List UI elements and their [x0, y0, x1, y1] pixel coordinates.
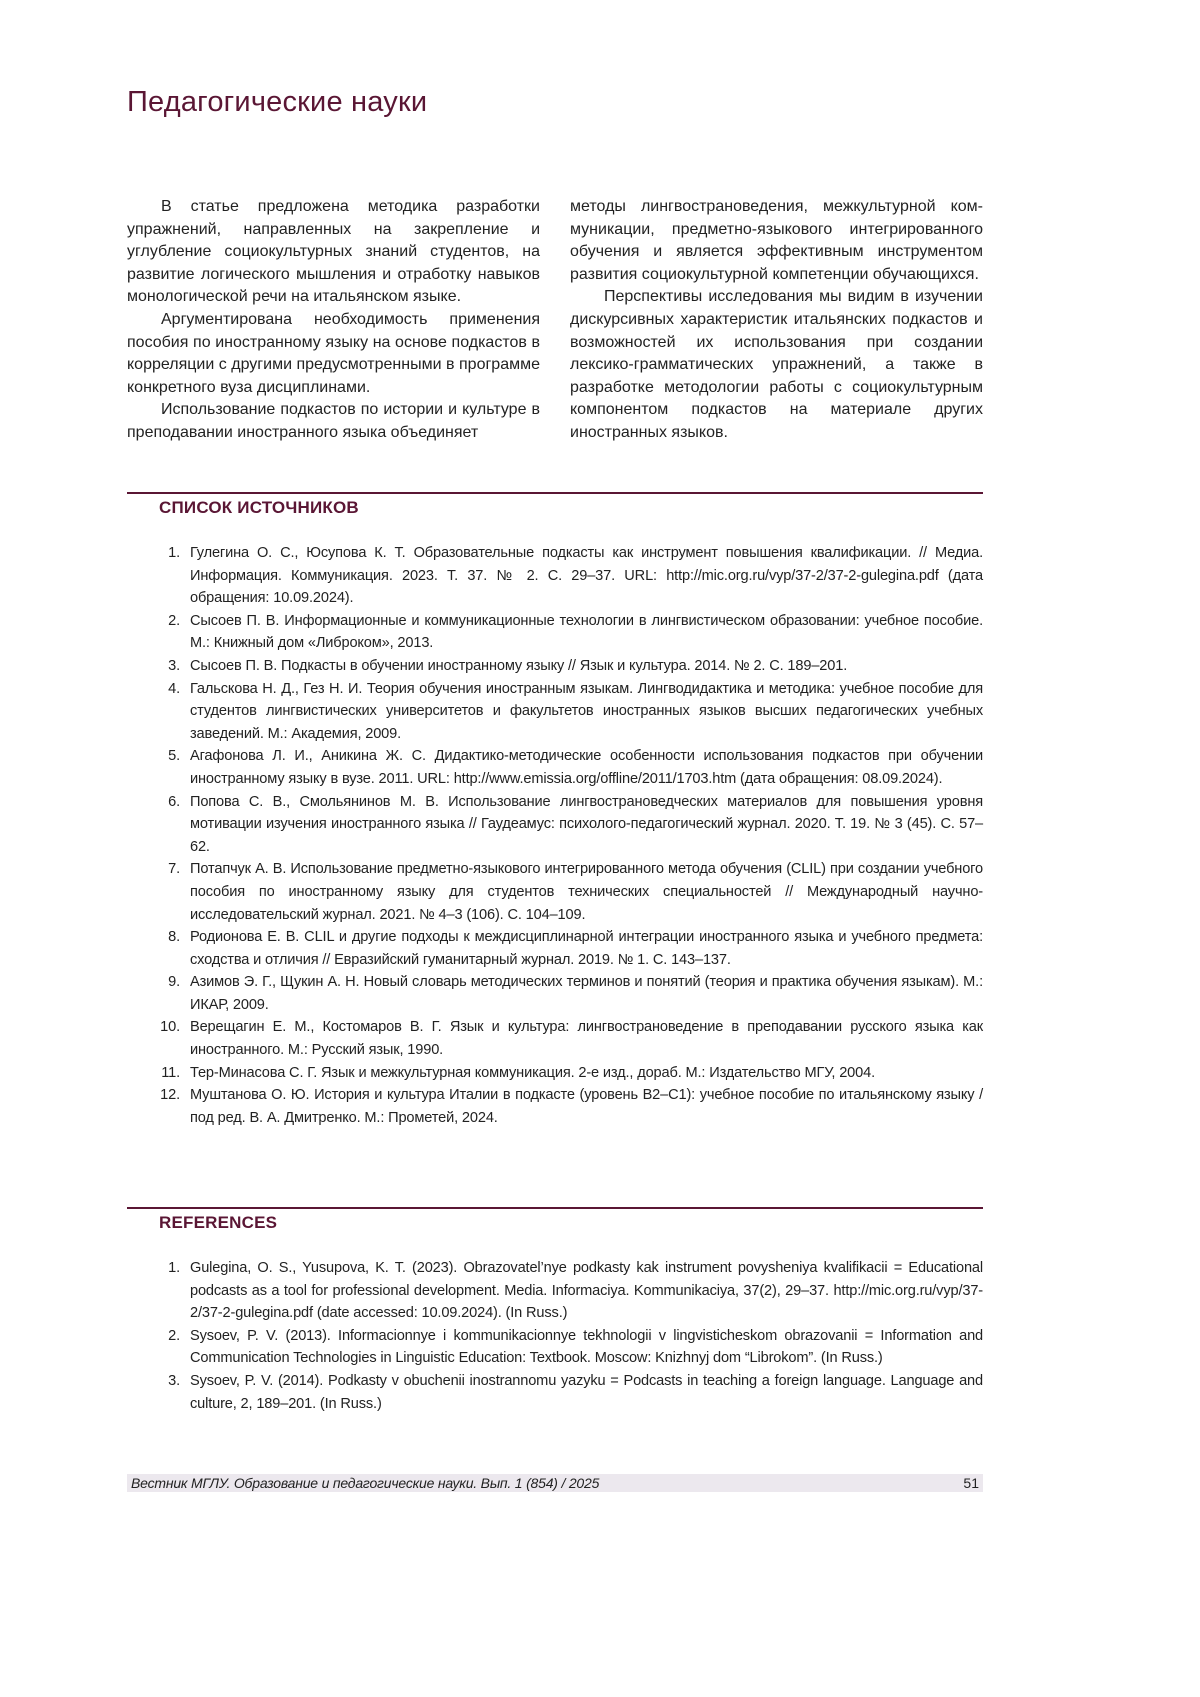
reference-item	[127, 1257, 983, 1325]
reference-number: 9.	[127, 971, 180, 994]
reference-number: 12.	[127, 1084, 180, 1107]
reference-text: Сысоев П. В. Подкасты в обучении иностранному языку // Язык и культура. 2014. № 2. С. 189–201.	[190, 658, 847, 674]
page-number: 51	[963, 1474, 979, 1492]
divider	[127, 1207, 983, 1209]
reference-item	[127, 791, 983, 859]
page-footer	[127, 1474, 983, 1492]
reference-item	[127, 1084, 983, 1129]
paragraph: Перспективы исследования мы видим в изу­чении дискурсивных характеристик итальянских подкастов и возможностей их использования при создании лексико-грамматических упражнений, а также в разработке методологии работы с социо­культурным компонентом подкастов на материале других иностранных языков.	[570, 286, 983, 444]
paragraph: методы лингвострановедения, межкультурной ком­муникации, предметно-языкового интегрирован­ного обучения и является эффективным инстру­ментом развития социокультурной компетенции обучающихся.	[570, 196, 983, 286]
reference-number: 10.	[127, 1016, 180, 1039]
reference-number: 1.	[127, 1257, 180, 1280]
reference-text: Gulegina, O. S., Yusupova, K. T. (2023). Obrazovatel’nye podkasty kak instrument povysheniya kvalifikacii = Educa­tional podcasts as a tool for professional development. Media. Informaciya. Kommunikaciya, 37(2), 29–37. http://mic.org.ru/vyp/37-2/37-2-gulegina.pdf (date accessed: 10.09.2024). (In Russ.)	[190, 1260, 983, 1321]
reference-number: 1.	[127, 542, 180, 565]
reference-text: Агафонова Л. И., Аникина Ж. С. Дидактико-методические особенности использования подкастов при обуче­нии иностранному языку в вузе. 2011. URL: http://www.emissia.org/offline/2011/1703.htm (дата обращения: 08.09.2024).	[190, 748, 983, 787]
reference-item	[127, 1325, 983, 1370]
reference-number: 2.	[127, 610, 180, 633]
reference-item	[127, 1062, 983, 1085]
reference-item	[127, 858, 983, 926]
reference-text: Тер-Минасова С. Г. Язык и межкультурная коммуникация. 2-е изд., дораб. М.: Издательство МГУ, 2004.	[190, 1065, 875, 1081]
reference-text: Муштанова О. Ю. История и культура Италии в подкасте (уровень B2–C1): учебное пособие по итальянскому языку / под ред. В. А. Дмитренко. М.: Прометей, 2024.	[190, 1087, 983, 1126]
sources-list	[127, 542, 983, 1129]
reference-text: Потапчук А. В. Использование предметно-языкового интегрированного метода обучения (CLIL) при созда­нии учебного пособия по иностранному языку для студентов технических специальностей // Международ­ный научно-исследовательский журнал. 2021. № 4–3 (106). С. 104–109.	[190, 861, 983, 922]
conclusion-column-2	[570, 196, 983, 445]
reference-item	[127, 926, 983, 971]
paragraph: В статье предложена методика разработ­ки упражнений, направленных на закрепление и углубление социокультурных знаний студентов, на развитие логического мышления и отработку навыков монологической речи на итальянском языке.	[127, 196, 540, 309]
reference-text: Гальскова Н. Д., Гез Н. И. Теория обучения иностранным языкам. Лингводидактика и методика: учебное посо­бие для студентов лингвистических университетов и факультетов иностранных языков высших педагогиче­ских учебных заведений. М.: Академия, 2009.	[190, 681, 983, 742]
reference-text: Верещагин Е. М., Костомаров В. Г. Язык и культура: лингвострановедение в преподавании русского языка как иностранного. М.: Русский язык, 1990.	[190, 1019, 983, 1058]
references-list	[127, 1257, 983, 1415]
reference-number: 8.	[127, 926, 180, 949]
reference-item	[127, 1370, 983, 1415]
reference-item	[127, 745, 983, 790]
reference-item	[127, 610, 983, 655]
reference-number: 4.	[127, 678, 180, 701]
reference-number: 6.	[127, 791, 180, 814]
reference-item	[127, 655, 983, 678]
conclusion-column-1	[127, 196, 540, 445]
reference-number: 7.	[127, 858, 180, 881]
reference-number: 3.	[127, 655, 180, 678]
reference-number: 2.	[127, 1325, 180, 1348]
reference-text: Sysoev, P. V. (2013). Informacionnye i kommunikacionnye tekhnologii v lingvisticheskom obrazovanii = Information and Communication Technologies in Linguistic Education: Textbook. Moscow: Knizhnyj dom “Librokom”. (In Russ.)	[190, 1328, 983, 1367]
reference-text: Сысоев П. В. Информационные и коммуникационные технологии в лингвистическом образовании: учебное пособие. М.: Книжный дом «Либроком», 2013.	[190, 613, 983, 652]
reference-text: Sysoev, P. V. (2014). Podkasty v obuchenii inostrannomu yazyku = Podcasts in teaching a foreign language. Lan­guage and culture, 2, 189–201. (In Russ.)	[190, 1373, 983, 1412]
reference-text: Попова С. В., Смольянинов М. В. Использование лингвострановедческих материалов для повышения уров­ня мотивации изучения иностранного языка // Гаудеамус: психолого-педагогический журнал. 2020. Т. 19. № 3 (45). С. 57–62.	[190, 794, 983, 855]
reference-number: 11.	[127, 1062, 180, 1085]
paragraph: Использование подкастов по истории и культу­ре в преподавании иностранного языка объединяет	[127, 399, 540, 444]
reference-number: 5.	[127, 745, 180, 768]
reference-item	[127, 971, 983, 1016]
reference-item	[127, 1016, 983, 1061]
reference-item	[127, 542, 983, 610]
sources-heading: СПИСОК ИСТОЧНИКОВ	[159, 498, 359, 518]
reference-text: Родионова Е. В. CLIL и другие подходы к междисциплинарной интеграции иностранного языка и учебного предмета: сходства и отличия // Евразийский гуманитарный журнал. 2019. № 1. С. 143–137.	[190, 929, 983, 968]
paragraph: Аргументирована необходимость применения пособия по иностранному языку на основе подка­стов в корреляции с другими предусмотренными в программе конкретного вуза дисциплинами.	[127, 309, 540, 399]
divider	[127, 492, 983, 494]
reference-text: Гулегина О. С., Юсупова К. Т. Образовательные подкасты как инструмент повышения квалификации. // Ме­диа. Информация. Коммуникация. 2023. Т. 37. № 2. С. 29–37. URL: http://mic.org.ru/vyp/37-2/37-2-gulegina.pdf (дата обращения: 10.09.2024).	[190, 545, 983, 606]
reference-item	[127, 678, 983, 746]
reference-text: Азимов Э. Г., Щукин А. Н. Новый словарь методических терминов и понятий (теория и практика обучения языкам). М.: ИКАР, 2009.	[190, 974, 983, 1013]
references-heading: REFERENCES	[159, 1213, 277, 1233]
reference-number: 3.	[127, 1370, 180, 1393]
section-title: Педагогические науки	[127, 86, 427, 119]
journal-name: Вестник МГЛУ. Образование и педагогические науки. Вып. 1 (854) / 2025	[131, 1474, 599, 1492]
